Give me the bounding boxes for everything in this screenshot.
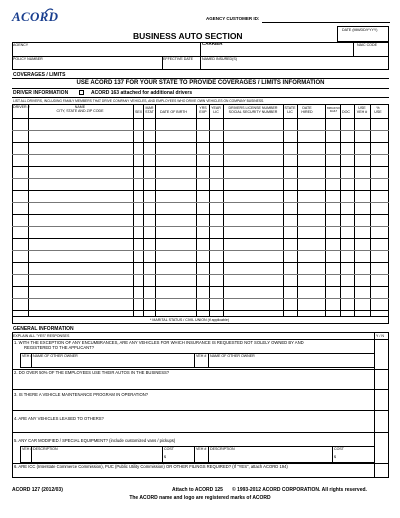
q1-veh-label-1: VEH # — [22, 354, 33, 358]
marital-status-note: * MARITAL STATUS / CIVIL UNION (if applicable) — [150, 318, 230, 322]
copyright: © 1993-2012 ACORD CORPORATION. All rights reserved. — [232, 487, 367, 493]
carrier-field[interactable] — [202, 48, 352, 55]
col-license-label: DRIVERS LICENSE NUMBER — [228, 106, 278, 110]
effective-date-label: EFFECTIVE DATE — [163, 57, 194, 61]
col-name — [30, 105, 130, 113]
named-insureds-field[interactable] — [202, 62, 388, 69]
policy-number-label: POLICY NUMBER — [13, 57, 43, 61]
col-date-hired: DATE HIRED — [301, 106, 313, 114]
form-title: BUSINESS AUTO SECTION — [133, 31, 243, 41]
yn-label: Y / N — [376, 334, 384, 338]
named-insureds-label: NAMED INSURED(S) — [202, 57, 237, 61]
table-row — [12, 250, 389, 251]
q5-description-label-2: DESCRIPTION — [210, 447, 235, 451]
col-ssn-label: SOCIAL SECURITY NUMBER — [228, 110, 278, 114]
q1-owner-label-2: NAME OF OTHER OWNER — [210, 354, 255, 358]
form-id: ACORD 127 (2012/03) — [12, 487, 63, 493]
col-state-lic: STATE LIC — [284, 106, 296, 114]
q5-cost-label-2: COST — [334, 447, 344, 451]
q5-veh-label-1: VEH # — [22, 447, 33, 451]
col-name-sub: CITY, STATE AND ZIP CODE — [56, 109, 104, 113]
date-label: DATE (MM/DD/YYYY) — [342, 28, 378, 32]
q5-veh-label-2: VEH # — [196, 447, 207, 451]
q3-yn-field[interactable] — [375, 390, 388, 408]
q4-yn-field[interactable] — [375, 411, 388, 429]
trademark: The ACORD name and logo are registered marks of ACORD — [129, 495, 271, 501]
table-row — [12, 178, 389, 179]
table-row — [12, 154, 389, 155]
agency-customer-id-line — [262, 22, 390, 23]
table-row — [12, 202, 389, 203]
table-row — [12, 298, 389, 299]
acord-163-checkbox[interactable] — [79, 90, 84, 95]
col-pct-use: % USE — [374, 106, 382, 114]
col-license — [224, 106, 282, 114]
general-info-title: GENERAL INFORMATION — [13, 326, 74, 332]
table-row — [12, 190, 389, 191]
q1-veh-label-2: VEH # — [196, 354, 207, 358]
q1-owner-label-1: NAME OF OTHER OWNER — [33, 354, 78, 358]
question-4: 4. ARE ANY VEHICLES LEASED TO OTHERS? — [14, 416, 104, 421]
col-broad-no-fault: BROAD NO FAULT — [327, 107, 340, 113]
question-5: 5. ANY CAR MODIFIED / SPECIAL EQUIPMENT? (include customized vans / pickups) — [14, 438, 176, 443]
q5-cost-label-1: COST — [164, 447, 174, 451]
carrier-label: CARRIER — [202, 41, 223, 46]
table-row — [12, 274, 389, 275]
table-row — [12, 166, 389, 167]
col-dob: DATE OF BIRTH — [160, 110, 188, 114]
agency-label: AGENCY — [13, 43, 29, 47]
col-sex: SEX — [135, 110, 143, 114]
explain-label: EXPLAIN ALL "YES" RESPONSES — [13, 334, 70, 338]
agency-customer-id-field[interactable] — [262, 16, 390, 22]
col-use-veh: USE VEH # — [356, 106, 368, 114]
agency-customer-id-label: AGENCY CUSTOMER ID: — [206, 16, 260, 21]
table-row — [12, 310, 389, 311]
q2-yn-field[interactable] — [375, 370, 388, 388]
driver-instruction: LIST ALL DRIVERS, INCLUDING FAMILY MEMBERS THAT DRIVE COMPANY VEHICLES, AND EMPLOYEES WHO DRIVE OWN VEHICLES ON COMPANY BUSINESS. — [13, 99, 265, 103]
naic-label: NAIC CODE — [357, 43, 377, 47]
acord-163-note: ACORD 163 attached for additional drivers — [91, 90, 193, 96]
q5-dollar-1: $ — [164, 455, 166, 459]
table-row — [12, 214, 389, 215]
q6-yn-field[interactable] — [375, 464, 388, 477]
col-yrs-exp: YRS EXP — [199, 106, 207, 114]
col-year-lic: YEAR LIC — [211, 106, 221, 114]
q5-yn-field[interactable] — [375, 433, 388, 463]
q5-description-label-1: DESCRIPTION — [33, 447, 58, 451]
table-row — [12, 286, 389, 287]
coverages-title: COVERAGES / LIMITS — [13, 72, 66, 78]
q5-dollar-2: $ — [334, 455, 336, 459]
question-1: 1. WITH THE EXCEPTION OF ANY ENCUMBRANCES, ARE ANY VEHICLES FOR WHICH INSURANCE IS REQUESTED NOT SOLELY OWNED BY AND — [14, 340, 304, 345]
date-field[interactable] — [337, 26, 389, 42]
question-3: 3. IS THERE A VEHICLE MAINTENANCE PROGRAM IN OPERATION? — [14, 392, 149, 397]
col-driver-label: DRIVER # — [13, 105, 30, 109]
coverages-instruction: USE ACORD 137 FOR YOUR STATE TO PROVIDE COVERAGES / LIMITS INFORMATION — [76, 80, 325, 86]
agency-field[interactable] — [13, 48, 199, 55]
naic-field[interactable] — [355, 48, 388, 55]
question-2: 2. DO OVER 50% OF THE EMPLOYEES USE THEIR AUTOS IN THE BUSINESS? — [14, 370, 170, 375]
table-row — [12, 142, 389, 143]
table-row — [12, 262, 389, 263]
effective-date-field[interactable] — [163, 62, 199, 69]
question-1-cont: REGISTERED TO THE APPLICANT? — [24, 345, 95, 350]
table-row — [12, 226, 389, 227]
acord-logo: ACORD — [12, 9, 59, 24]
driver-info-title: DRIVER INFORMATION — [13, 90, 69, 96]
policy-number-field[interactable] — [13, 62, 161, 69]
table-row — [12, 130, 389, 131]
col-name-label: NAME — [74, 105, 86, 109]
logo-swoosh-icon — [44, 8, 54, 14]
col-doc: DOC — [342, 110, 350, 114]
col-marital: MAR STAT — [145, 106, 154, 114]
q1-yn-field[interactable] — [375, 340, 388, 368]
table-row — [12, 238, 389, 239]
attach-note: Attach to ACORD 125 — [172, 487, 223, 493]
question-6: 6. ARE ICC (Interstate Commerce Commission), PUC (Public Utility Commission) OR OTHER FILINGS REQUIRED? (If "YES", attach ACORD 194) — [14, 464, 288, 469]
